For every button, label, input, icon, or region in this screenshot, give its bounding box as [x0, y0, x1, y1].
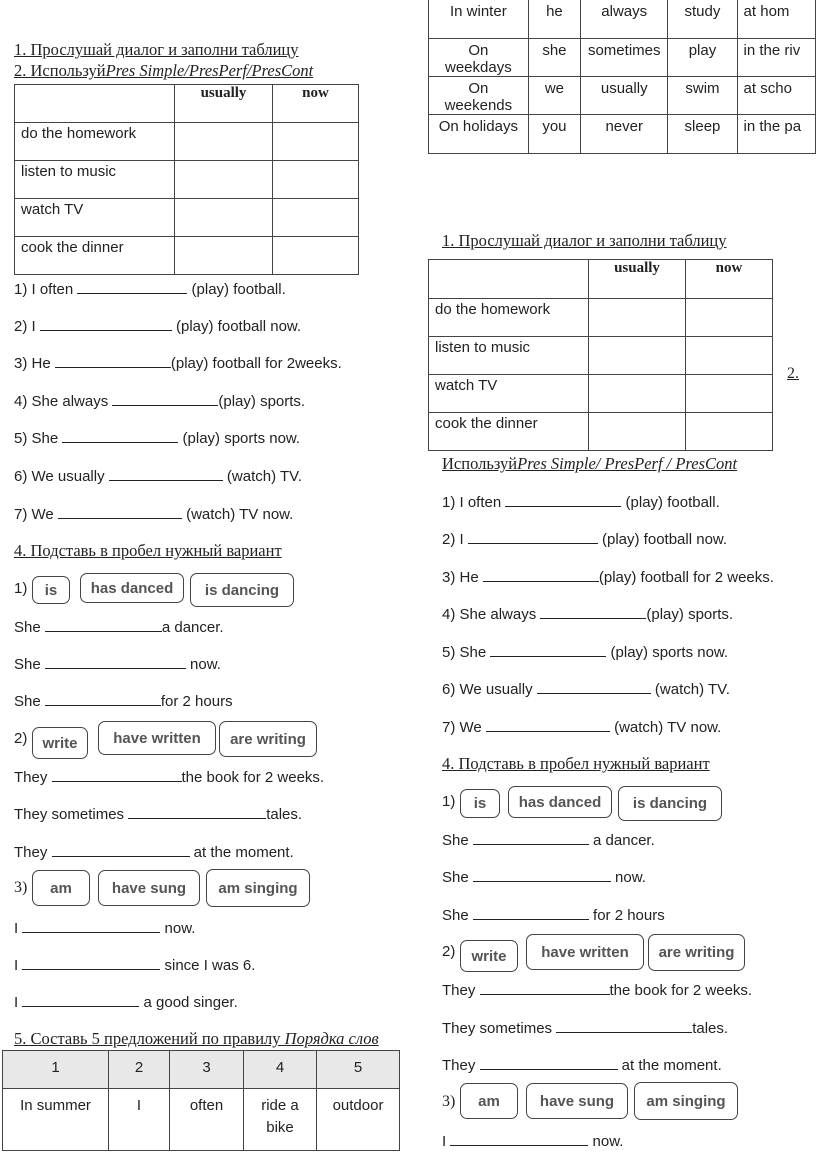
- sentence-text: (play) football for 2 weeks.: [598, 569, 774, 586]
- table-header: now: [273, 85, 359, 123]
- answer-cell[interactable]: [686, 413, 773, 451]
- table-header: usually: [175, 85, 273, 123]
- sentence-text: a dancer.: [588, 832, 655, 849]
- sentence-text: I: [14, 994, 23, 1011]
- table-cell: she: [528, 39, 580, 77]
- answer-blank[interactable]: [22, 955, 160, 970]
- sentence-text: They: [14, 769, 52, 786]
- table-header-row: [15, 85, 359, 123]
- answer-blank[interactable]: [45, 691, 161, 706]
- sentence-text: (watch) TV now.: [181, 506, 294, 523]
- option-am-singing[interactable]: am singing: [634, 1082, 738, 1120]
- sentence-text: at the moment.: [189, 844, 294, 861]
- fill-line: [14, 842, 294, 861]
- answer-cell[interactable]: [175, 123, 273, 161]
- table-header: 3: [170, 1051, 244, 1089]
- sentence-text: 3) He: [442, 569, 483, 586]
- answer-blank[interactable]: [112, 391, 218, 406]
- table-cell: watch TV: [15, 199, 175, 237]
- table-cell: cook the dinner: [15, 237, 175, 275]
- table-row: [429, 375, 773, 413]
- sentence-3: [442, 567, 774, 586]
- fill-line: [442, 980, 752, 999]
- table-cell: outdoor: [317, 1089, 400, 1151]
- option-is-dancing[interactable]: is dancing: [190, 573, 294, 607]
- sentence-text: now.: [610, 869, 646, 886]
- sentence-2: [14, 316, 301, 335]
- answer-cell[interactable]: [589, 337, 686, 375]
- sentence-text: She: [442, 907, 473, 924]
- sentence-text: (play) football now.: [171, 318, 302, 335]
- fill-line: [442, 867, 646, 886]
- sentence-text: I: [14, 957, 23, 974]
- option-have-written[interactable]: have written: [98, 721, 216, 755]
- sentence-text: for 2 hours: [160, 693, 233, 710]
- option-has-danced[interactable]: has danced: [508, 786, 612, 818]
- fill-line: [442, 1018, 728, 1037]
- table-header-row: [429, 260, 773, 299]
- table-header: 1: [3, 1051, 109, 1089]
- group-number: 1): [14, 580, 28, 597]
- left-listening-table: [14, 84, 359, 275]
- heading-text: 5. Составь 5 предложений по правилу: [14, 1029, 285, 1048]
- table-cell: often: [170, 1089, 244, 1151]
- sentence-text: the book for 2 weeks.: [609, 982, 753, 999]
- table-row: [15, 237, 359, 275]
- heading-italic-text: Pres Simple/ PresPerf / PresCont: [517, 454, 738, 473]
- sentence-text: She: [442, 832, 473, 849]
- option-has-danced[interactable]: has danced: [80, 573, 184, 603]
- answer-cell[interactable]: [273, 161, 359, 199]
- table-row: [429, 337, 773, 375]
- sentence-text: 4) She always: [14, 393, 113, 410]
- sentence-text: 6) We usually: [14, 468, 109, 485]
- sentence-1: [442, 492, 720, 511]
- group-number: 2): [14, 730, 28, 747]
- answer-blank[interactable]: [58, 504, 182, 519]
- table-cell: cook the dinner: [429, 413, 589, 451]
- table-cell: always: [581, 0, 668, 39]
- answer-cell[interactable]: [175, 199, 273, 237]
- table-cell: In summer: [3, 1089, 109, 1151]
- table-cell: at hom: [737, 0, 815, 39]
- sentence-text: 1) I often: [442, 494, 506, 511]
- table-cell: sometimes: [581, 39, 668, 77]
- answer-cell[interactable]: [686, 375, 773, 413]
- sentence-text: a good singer.: [139, 994, 238, 1011]
- sentence-7: [14, 504, 293, 523]
- sentence-text: I: [442, 1133, 451, 1150]
- exercise-2-heading: [14, 61, 313, 81]
- table-cell: never: [581, 115, 668, 154]
- sentence-text: 5) She: [442, 644, 491, 661]
- table-cell: at scho: [737, 77, 815, 115]
- exercise-4-heading: 4. Подставь в пробел нужный вариант: [14, 541, 282, 560]
- table-cell: in the pa: [737, 115, 815, 154]
- option-am-singing[interactable]: am singing: [206, 869, 310, 907]
- answer-blank[interactable]: [537, 679, 651, 694]
- answer-blank[interactable]: [52, 767, 182, 782]
- table-row: [429, 115, 816, 154]
- table-cell: On weekends: [429, 77, 529, 115]
- answer-cell[interactable]: [273, 237, 359, 275]
- option-am[interactable]: am: [32, 870, 90, 906]
- sentence-4: [14, 391, 305, 410]
- option-am[interactable]: am: [460, 1083, 518, 1119]
- table-cell: you: [528, 115, 580, 154]
- sentence-text: (play) sports.: [646, 606, 734, 623]
- word-order-table: [2, 1050, 400, 1151]
- answer-blank[interactable]: [480, 980, 610, 995]
- sentence-text: They sometimes: [442, 1020, 557, 1037]
- table-row: [15, 123, 359, 161]
- heading-text: Используй: [442, 454, 518, 473]
- table-header: 4: [244, 1051, 317, 1089]
- sentence-text: (play) football.: [621, 494, 720, 511]
- sentence-text: for 2 hours: [588, 907, 665, 924]
- answer-blank[interactable]: [468, 529, 598, 544]
- answer-blank[interactable]: [55, 353, 171, 368]
- sentence-5: [442, 642, 728, 661]
- sentence-1: [14, 279, 286, 298]
- sentence-text: now.: [160, 920, 196, 937]
- table-header: now: [686, 260, 773, 299]
- answer-blank[interactable]: [22, 992, 139, 1007]
- sentence-text: They sometimes: [14, 806, 129, 823]
- sentence-text: 2) I: [442, 531, 468, 548]
- sentence-text: (watch) TV.: [650, 681, 730, 698]
- sentence-6: [14, 466, 302, 485]
- table-cell: we: [528, 77, 580, 115]
- group-number: 1): [442, 793, 456, 810]
- sentence-5: [14, 428, 300, 447]
- sentence-text: now.: [588, 1133, 624, 1150]
- exercise-2-number: 2.: [787, 365, 799, 382]
- exercise-4-heading: 4. Подставь в пробел нужный вариант: [442, 754, 710, 773]
- exercise-2-heading: [442, 454, 737, 474]
- option-have-written[interactable]: have written: [526, 934, 644, 970]
- sentence-text: (play) football.: [187, 281, 286, 298]
- answer-blank[interactable]: [490, 642, 606, 657]
- fill-line: [14, 691, 233, 710]
- sentence-text: (watch) TV.: [222, 468, 302, 485]
- answer-cell[interactable]: [273, 199, 359, 237]
- sentence-6: [442, 679, 730, 698]
- sentence-7: [442, 717, 721, 736]
- heading-italic-text: Порядка слов: [284, 1029, 379, 1048]
- table-cell: [15, 85, 175, 123]
- sentence-text: (play) sports.: [218, 393, 306, 410]
- table-cell: do the homework: [15, 123, 175, 161]
- option-write[interactable]: write: [32, 727, 88, 759]
- answer-blank[interactable]: [556, 1018, 692, 1033]
- table-header-row: [3, 1051, 400, 1089]
- sentence-text: She: [14, 656, 45, 673]
- right-listening-table: [428, 259, 773, 451]
- sentence-text: She: [14, 693, 45, 710]
- table-row: [429, 413, 773, 451]
- option-is[interactable]: is: [460, 789, 500, 818]
- sentence-text: She: [442, 869, 473, 886]
- sentence-text: since I was 6.: [160, 957, 256, 974]
- answer-cell[interactable]: [589, 299, 686, 337]
- fill-line: [14, 804, 302, 823]
- sentence-text: tales.: [266, 806, 303, 823]
- exercise-1-heading: 1. Прослушай диалог и заполни таблицу: [14, 40, 299, 59]
- sentence-text: 6) We usually: [442, 681, 537, 698]
- sentence-text: 5) She: [14, 430, 63, 447]
- answer-blank[interactable]: [505, 492, 621, 507]
- sentence-text: They: [14, 844, 52, 861]
- table-cell: in the riv: [737, 39, 815, 77]
- option-have-sung[interactable]: have sung: [98, 870, 200, 906]
- group-number: 3): [442, 1093, 456, 1110]
- table-cell: listen to music: [15, 161, 175, 199]
- table-cell: he: [528, 0, 580, 39]
- table-row: [15, 161, 359, 199]
- sentence-text: (play) sports now.: [178, 430, 301, 447]
- fill-line: [14, 617, 224, 636]
- answer-cell[interactable]: [273, 123, 359, 161]
- sentence-4: [442, 604, 733, 623]
- sentence-2: [442, 529, 727, 548]
- sentence-text: 3) He: [14, 355, 55, 372]
- sentence-text: (play) football now.: [597, 531, 728, 548]
- option-is[interactable]: is: [32, 576, 70, 604]
- answer-blank[interactable]: [473, 867, 611, 882]
- heading-italic-text: Pres Simple/PresPerf/PresCont: [105, 61, 314, 80]
- exercise-1-heading: 1. Прослушай диалог и заполни таблицу: [442, 231, 727, 250]
- group-number: 3): [14, 879, 28, 896]
- table-cell: On holidays: [429, 115, 529, 154]
- answer-blank[interactable]: [109, 466, 223, 481]
- fill-line: [14, 955, 255, 974]
- table-row: [15, 199, 359, 237]
- option-are-writing[interactable]: are writing: [219, 721, 317, 757]
- table-row: [429, 39, 816, 77]
- sentence-text: 1) I often: [14, 281, 78, 298]
- table-cell: watch TV: [429, 375, 589, 413]
- table-cell: swim: [668, 77, 737, 115]
- answer-blank[interactable]: [540, 604, 646, 619]
- answer-blank[interactable]: [128, 804, 266, 819]
- answer-blank[interactable]: [486, 717, 610, 732]
- heading-text: 2. Используй: [14, 61, 106, 80]
- table-row: [429, 0, 816, 39]
- group-number: 2): [442, 943, 456, 960]
- sentence-text: (play) football for 2weeks.: [170, 355, 342, 372]
- answer-blank[interactable]: [450, 1131, 588, 1146]
- answer-blank[interactable]: [473, 905, 589, 920]
- option-write[interactable]: write: [460, 940, 518, 972]
- table-cell: I: [109, 1089, 170, 1151]
- sentence-text: 2) I: [14, 318, 40, 335]
- option-have-sung[interactable]: have sung: [526, 1083, 628, 1119]
- table-cell: ride a bike: [244, 1089, 317, 1151]
- answer-cell[interactable]: [686, 337, 773, 375]
- table-cell: In winter: [429, 0, 529, 39]
- fill-line: [442, 905, 665, 924]
- top-right-table: [428, 0, 816, 154]
- fill-line: [442, 830, 655, 849]
- answer-blank[interactable]: [480, 1055, 618, 1070]
- option-is-dancing[interactable]: is dancing: [618, 786, 722, 821]
- table-cell: usually: [581, 77, 668, 115]
- sentence-text: 7) We: [14, 506, 58, 523]
- answer-cell[interactable]: [686, 299, 773, 337]
- table-row: [429, 77, 816, 115]
- sentence-text: at the moment.: [617, 1057, 722, 1074]
- table-cell: study: [668, 0, 737, 39]
- fill-line: [442, 1055, 722, 1074]
- sentence-text: 7) We: [442, 719, 486, 736]
- answer-blank[interactable]: [52, 842, 190, 857]
- table-cell: do the homework: [429, 299, 589, 337]
- table-cell: [429, 260, 589, 299]
- answer-cell[interactable]: [589, 413, 686, 451]
- answer-blank[interactable]: [40, 316, 172, 331]
- sentence-text: now.: [185, 656, 221, 673]
- sentence-text: 4) She always: [442, 606, 541, 623]
- answer-blank[interactable]: [77, 279, 187, 294]
- sentence-text: They: [442, 1057, 480, 1074]
- sentence-text: a dancer.: [161, 619, 224, 636]
- fill-line: [442, 1131, 623, 1150]
- sentence-text: They: [442, 982, 480, 999]
- fill-line: [14, 918, 195, 937]
- answer-blank[interactable]: [483, 567, 599, 582]
- table-cell: play: [668, 39, 737, 77]
- table-cell: listen to music: [429, 337, 589, 375]
- table-row: [429, 299, 773, 337]
- fill-line: [14, 767, 324, 786]
- table-cell: On weekdays: [429, 39, 529, 77]
- answer-blank[interactable]: [473, 830, 589, 845]
- fill-line: [14, 654, 221, 673]
- sentence-text: I: [14, 920, 23, 937]
- fill-line: [14, 992, 238, 1011]
- sentence-text: the book for 2 weeks.: [181, 769, 325, 786]
- sentence-text: tales.: [692, 1020, 729, 1037]
- answer-blank[interactable]: [22, 918, 160, 933]
- sentence-3: [14, 353, 342, 372]
- answer-blank[interactable]: [45, 654, 186, 669]
- option-are-writing[interactable]: are writing: [648, 934, 745, 971]
- table-header: usually: [589, 260, 686, 299]
- sentence-text: She: [14, 619, 45, 636]
- table-header: 2: [109, 1051, 170, 1089]
- sentence-text: (watch) TV now.: [609, 719, 722, 736]
- table-row: [3, 1089, 400, 1151]
- answer-cell[interactable]: [175, 237, 273, 275]
- answer-cell[interactable]: [175, 161, 273, 199]
- answer-blank[interactable]: [45, 617, 162, 632]
- sentence-text: (play) sports now.: [606, 644, 729, 661]
- answer-cell[interactable]: [589, 375, 686, 413]
- table-cell: sleep: [668, 115, 737, 154]
- table-header: 5: [317, 1051, 400, 1089]
- answer-blank[interactable]: [62, 428, 178, 443]
- exercise-5-heading: [14, 1029, 379, 1049]
